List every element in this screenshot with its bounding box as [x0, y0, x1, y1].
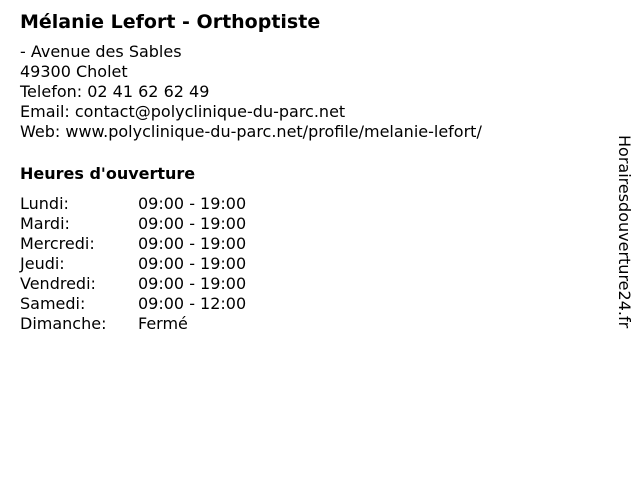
web-line: Web: www.polyclinique-du-parc.net/profile/melanie-lefort/	[20, 122, 482, 141]
day-hours: 09:00 - 19:00	[138, 194, 247, 213]
day-label: Mardi:	[20, 214, 70, 233]
hours-row	[20, 254, 246, 274]
day-label: Lundi:	[20, 194, 69, 213]
day-label: Samedi:	[20, 294, 86, 313]
day-hours: 09:00 - 19:00	[138, 214, 247, 233]
address-street: - Avenue des Sables	[20, 42, 182, 61]
hours-row	[20, 194, 246, 214]
email-line: Email: contact@polyclinique-du-parc.net	[20, 102, 346, 121]
day-hours: 09:00 - 19:00	[138, 234, 247, 253]
day-label: Vendredi:	[20, 274, 96, 293]
opening-hours-table	[20, 194, 246, 334]
address-city: 49300 Cholet	[20, 62, 128, 81]
hours-row	[20, 314, 246, 334]
hours-row	[20, 274, 246, 294]
day-hours: 09:00 - 19:00	[138, 274, 247, 293]
opening-hours-heading: Heures d'ouverture	[20, 164, 196, 183]
day-hours: Fermé	[138, 314, 188, 333]
hours-row	[20, 214, 246, 234]
day-label: Mercredi:	[20, 234, 95, 253]
practitioner-card	[20, 10, 610, 333]
practitioner-name: Mélanie Lefort - Orthoptiste	[20, 11, 321, 33]
day-hours: 09:00 - 19:00	[138, 254, 247, 273]
site-brand-label: Horairesdouverture24.fr	[615, 135, 634, 329]
hours-row	[20, 294, 246, 314]
day-label: Jeudi:	[20, 254, 65, 273]
phone-line: Telefon: 02 41 62 62 49	[20, 82, 210, 101]
day-label: Dimanche:	[20, 314, 107, 333]
hours-row	[20, 234, 246, 254]
day-hours: 09:00 - 12:00	[138, 294, 247, 313]
